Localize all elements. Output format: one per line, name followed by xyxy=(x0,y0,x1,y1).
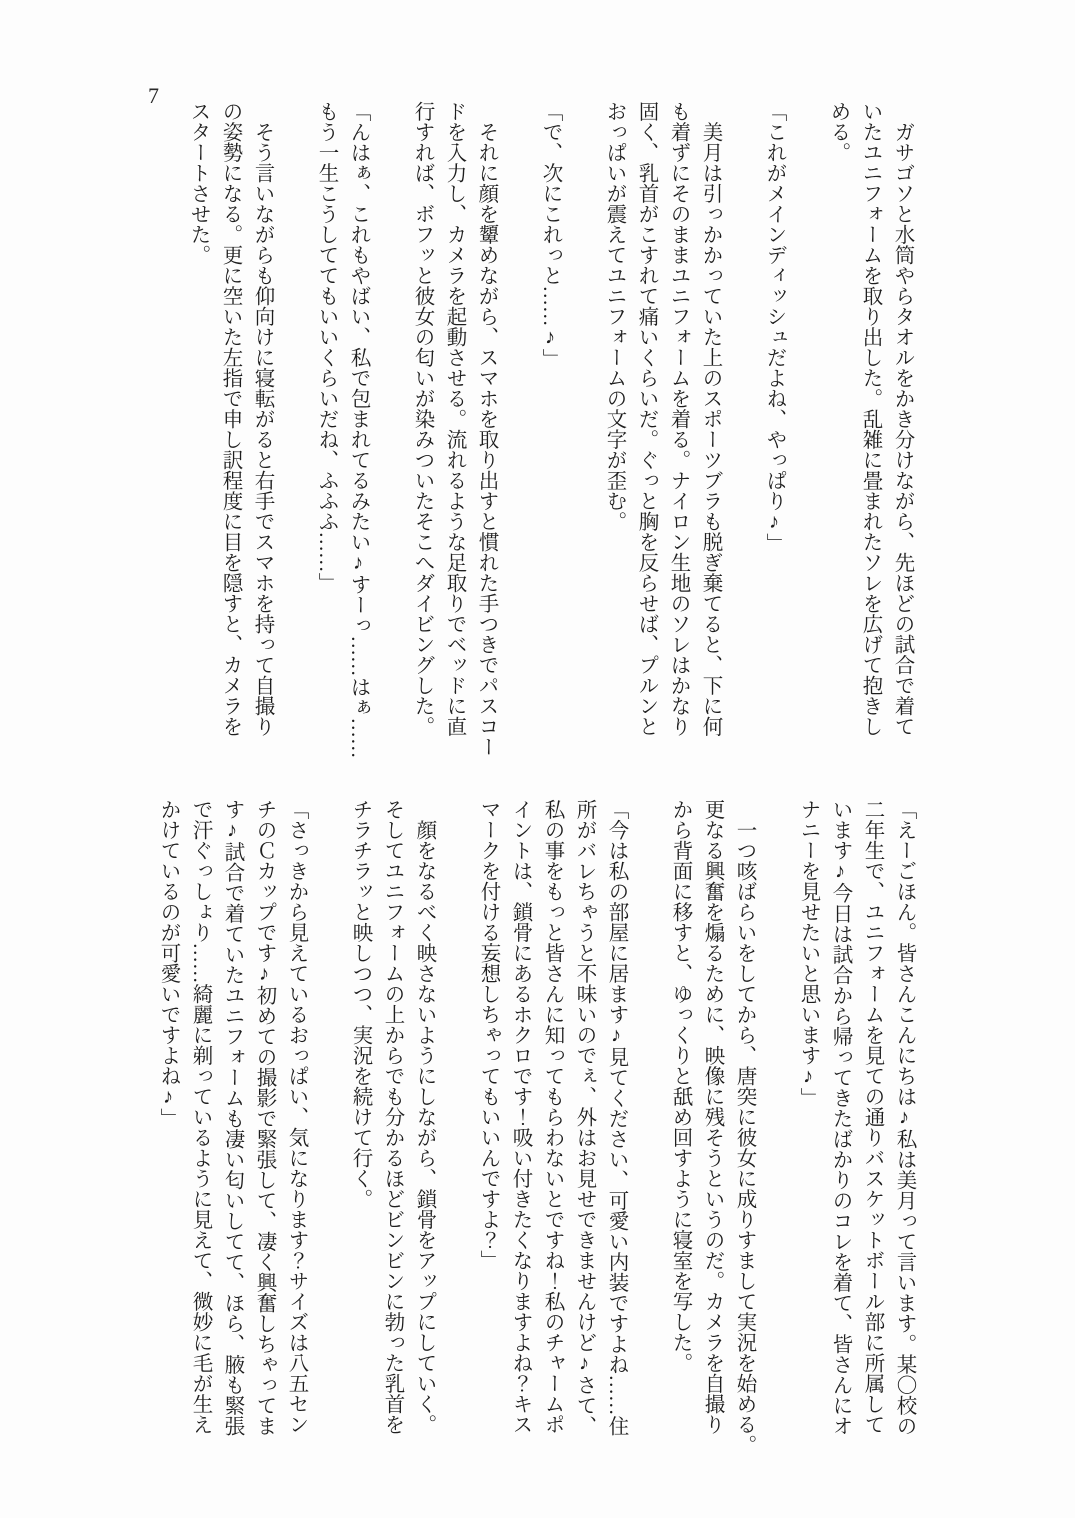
top-text-block: ガサゴソと水筒やらタオルをかき分けながら、先ほどの試合で着て いたユニフォームを取り出した。乱雑に畳まれたソレを広げて抱きし める。 「これがメインディッシュだよね、やっぱり♪」 美月は引っかかっていた上のスポーツブラも脱ぎ棄てると、下に何 も着ずにそのままユニフォームを着る。ナイロン生地のソレはかなり 固く、乳首がこすれて痛いくらいだ。ぐっと胸を反らせば、プルンと おっぱいが震えてユニフォームの文字が歪む。 「で、次にこれっと……♪」 それに顔を顰めながら、スマホを取り出すと慣れた手つきでパスコー ドを入力し、カメラを起動させる。流れるような足取りでベッドに直 行すれば、ボフッと彼女の匂いが染みついたそこへダイビングした。 「んはぁ、これもやばい、私で包まれてるみたい♪すーっ……はぁ…… もう一生こうしててもいいくらいだね、ふふふ……」 そう言いながらも仰向けに寝転がると右手でスマホを持って自撮り の姿勢になる。更に空いた左指で申し訳程度に目を隠すと、カメラを スタートさせた。 xyxy=(187,101,913,759)
page-number: 7 xyxy=(148,83,159,108)
bottom-text-block: 「えーごほん。皆さんこんにちは♪私は美月って言います。某〇校の 二年生で、ユニフォームを見ての通りバスケットボール部に所属して います♪今日は試合から帰ってきたばかりのコレを着て、皆さんにオ ナニーを見せたいと思います♪」 一つ咳ばらいをしてから、唐突に彼女に成りすまして実況を始める。 更なる興奮を煽るために、映像に残そうというのだ。カメラを自撮り から背面に移すと、ゆっくりと舐め回すように寝室を写した。 「今は私の部屋に居ます♪見てください、可愛い内装ですよね……住 所がバレちゃうと不味いのでぇ、外はお見せできませんけど♪さて、 私の事をもっと皆さんに知ってもらわないとですね！私のチャームポ イントは、鎖骨にあるホクロです！吸い付きたくなりますよね？キス マークを付ける妄想しちゃってもいいんですよ？」 顔をなるべく映さないようにしながら、鎖骨をアップにしていく。 そしてユニフォームの上からでも分かるほどビンビンに勃った乳首を チラチラッと映しつつ、実況を続けて行く。 「さっきから見えているおっぱい、気になります？サイズは八五セン チのＣカップです♪初めての撮影で緊張して、凄く興奮しちゃってま す♪試合で着ていたユニフォームも凄い匂いしてて、ほら、腋も緊張 で汗ぐっしょり……綺麗に剃っているように見えて、微妙に毛が生え かけているのが可愛いですよね♪」 xyxy=(157,799,915,1455)
